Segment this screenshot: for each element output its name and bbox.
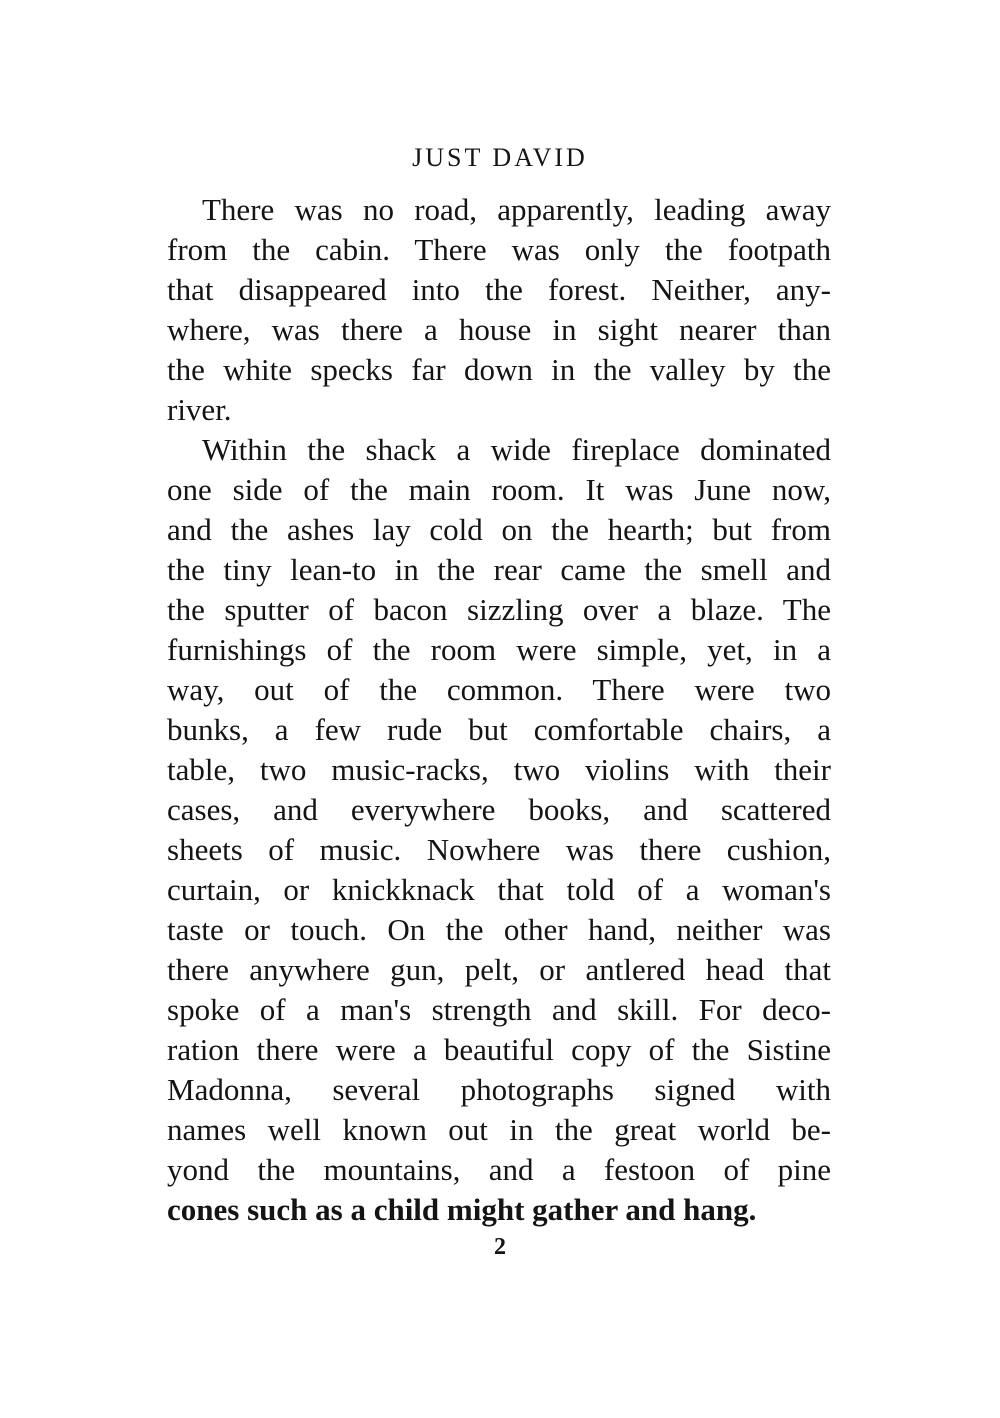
text-line: way, out of the common. There were two <box>167 672 831 707</box>
paragraph-1 <box>167 190 831 430</box>
text-line: Madonna, several photographs signed with <box>167 1072 831 1107</box>
text-line: where, was there a house in sight nearer than <box>167 312 831 347</box>
text-line: names well known out in the great world be- <box>167 1112 831 1147</box>
text-line: and the ashes lay cold on the hearth; but from <box>167 512 831 547</box>
text-line: There was no road, apparently, leading away <box>202 192 831 227</box>
text-line: bunks, a few rude but comfortable chairs, a <box>167 712 831 747</box>
text-line: spoke of a man's strength and skill. For deco- <box>167 992 831 1027</box>
running-header: JUST DAVID <box>412 143 588 172</box>
text-line: river. <box>167 392 232 427</box>
text-line: one side of the main room. It was June now, <box>167 472 831 507</box>
text-line: there anywhere gun, pelt, or antlered head that <box>167 952 831 987</box>
text-line: Within the shack a wide fireplace dominated <box>202 432 831 467</box>
text-line: the white specks far down in the valley by the <box>167 352 831 387</box>
text-line: table, two music-racks, two violins with their <box>167 752 831 787</box>
text-line: the sputter of bacon sizzling over a blaze. The <box>167 592 831 627</box>
text-line: curtain, or knickknack that told of a woman's <box>167 872 831 907</box>
text-line: yond the mountains, and a festoon of pine <box>167 1152 831 1187</box>
page-number: 2 <box>494 1234 506 1260</box>
text-line: that disappeared into the forest. Neither, any- <box>167 272 831 307</box>
text-line: furnishings of the room were simple, yet, in a <box>167 632 831 667</box>
text-line: cones such as a child might gather and hang. <box>167 1192 757 1227</box>
text-line: the tiny lean-to in the rear came the smell and <box>167 552 831 587</box>
text-line: sheets of music. Nowhere was there cushion, <box>167 832 831 867</box>
text-line: taste or touch. On the other hand, neither was <box>167 912 831 947</box>
body-text <box>167 190 831 1230</box>
text-line: cases, and everywhere books, and scattered <box>167 792 831 827</box>
text-line: from the cabin. There was only the footpath <box>167 232 831 267</box>
text-line: ration there were a beautiful copy of the Sistine <box>167 1032 831 1067</box>
paragraph-2 <box>167 430 831 1230</box>
